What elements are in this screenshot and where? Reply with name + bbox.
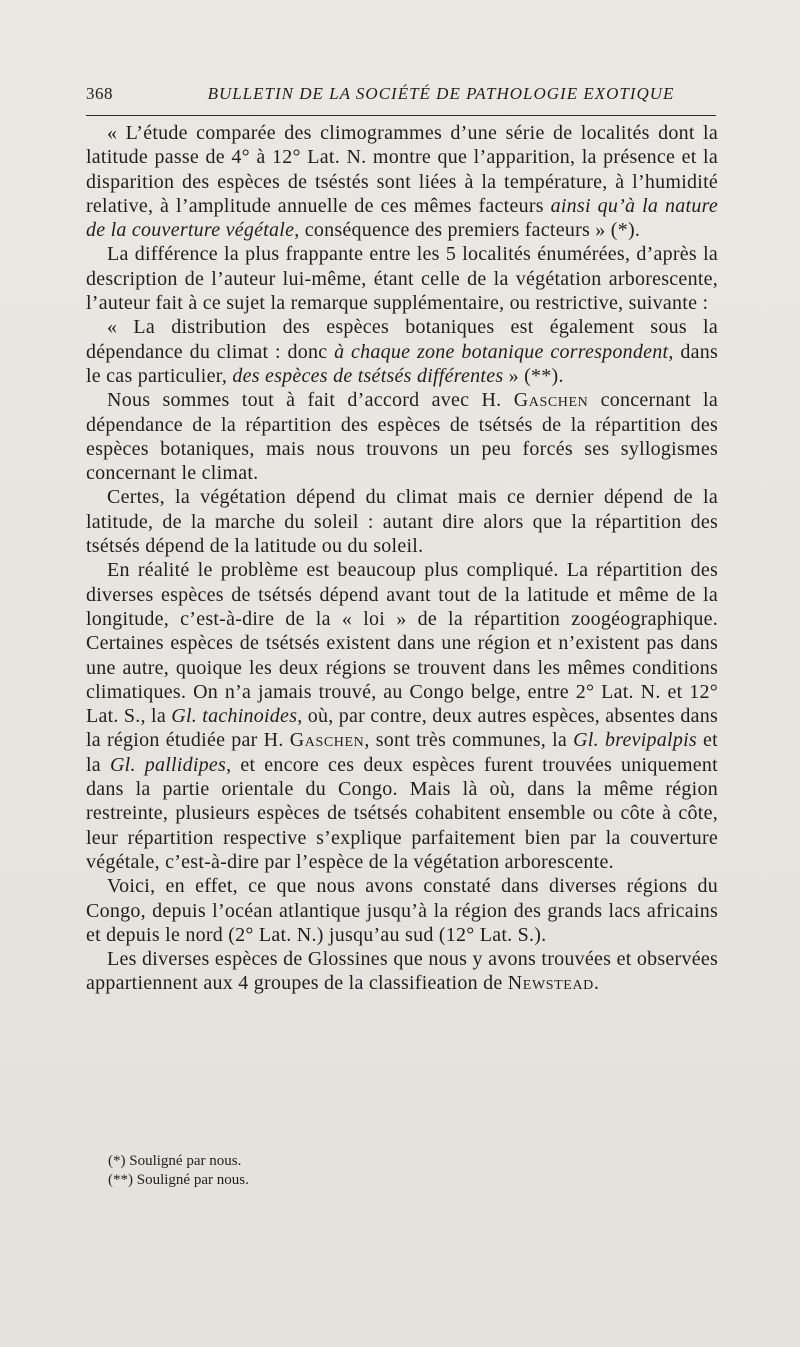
page-number: 368 [86, 84, 113, 103]
running-title: BULLETIN DE LA SOCIÉTÉ DE PATHOLOGIE EXOTIQUE [207, 84, 675, 103]
paragraph-8 [86, 947, 718, 996]
paragraph-3 [86, 315, 718, 388]
text-run: , où, par contre, deux autres espèces, absentes dans la région étudiée par H. [86, 705, 718, 752]
text-run: , dans le cas particulier, [86, 340, 718, 387]
species-name: Gl. brevipalpis [573, 729, 697, 752]
species-name: Gl. tachinoides [171, 705, 298, 728]
author-name: Newstead [507, 972, 594, 995]
text-run: concernant la dépendance de la répartition des espèces de tsétsés de la répartition des espèces botaniques, mais nous trouvons un peu forcés ses syllogismes concernant le climat. [86, 389, 718, 485]
author-name: Gaschen [513, 389, 589, 412]
text-run: « L’étude comparée des climogrammes d’une série de localités dont la latitude passe de 4° à 12° Lat. N. montre que l’apparition, la présence et la disparition des espèces de tséstés sont liées à la température, à l’humidité relative, à l’amplitude annuelle de ces mêmes facteurs [86, 122, 718, 217]
text-run: et la [86, 729, 718, 776]
text-run: En réalité le problème est beaucoup plus compliqué. La répartition des diverses espèces de tsétsés dépend avant tout de la latitude et même de la longitude, c’est-à-dire de la « loi » de la répartition zoogéographique. Certaines espèces de tsétsés existent dans une région et n’existent pas dans une autre, quoique les deux régions se trouvent dans les mêmes conditions climatiques. On n’a jamais trouvé, au Congo belge, entre 2° Lat. N. et 12° Lat. S., la [86, 559, 718, 728]
paragraph-1 [86, 121, 718, 242]
text-run: « La distribution des espèces botaniques est également sous la dépendance du climat : donc [86, 316, 718, 363]
footnote-1: (*) Souligné par nous. [108, 1153, 242, 1169]
footnote-2: (**) Souligné par nous. [108, 1172, 249, 1188]
paragraph-2: La différence la plus frappante entre les 5 localités énumérées, d’après la description de l’auteur lui-même, étant celle de la végétation arborescente, l’auteur fait à ce sujet la remarque supplémentaire, ou restrictive, suivante : [86, 243, 718, 315]
text-run: , sont très communes, la [364, 729, 574, 752]
paragraph-6 [86, 558, 718, 874]
header-rule [86, 115, 716, 116]
italic-run: ainsi qu’à la nature de la couverture végétale [86, 194, 718, 242]
italic-run: à chaque zone botanique correspondent [334, 340, 669, 363]
text-run: . [593, 972, 600, 995]
italic-run: des espèces de tsétsés différentes [232, 364, 504, 387]
paragraph-4 [86, 388, 718, 485]
text-run: » (**). [503, 364, 564, 387]
footnotes [108, 1152, 508, 1190]
species-name: Gl. pallidipes [109, 753, 227, 776]
text-run: , et encore ces deux espèces furent trouvées uniquement dans la partie orientale du Congo. Mais là où, dans la même région restreinte, plusieurs espèces de tsétsés cohabitent ensemble ou côte à côte, leur répartition respective s’explique parfaitement bien par la couverture végétale, c’est-à-dire par l’espèce de la végétation arborescente. [86, 753, 718, 873]
paragraph-5: Certes, la végétation dépend du climat mais ce dernier dépend de la latitude, de la marche du soleil : autant dire alors que la répartition des tsétsés dépend de la latitude ou du soleil. [86, 486, 718, 558]
text-run: , conséquence des premiers facteurs » (*). [294, 219, 641, 242]
text-run: Les diverses espèces de Glossines que nous y avons trouvées et observées appartiennent aux 4 groupes de la classifieation de [86, 948, 718, 995]
body-text [86, 121, 718, 996]
running-header [86, 84, 716, 110]
text-run: Nous sommes tout à fait d’accord avec H. [107, 389, 514, 412]
author-name: Gaschen [289, 729, 365, 752]
paragraph-7: Voici, en effet, ce que nous avons constaté dans diverses régions du Congo, depuis l’océan atlantique jusqu’à la région des grands lacs africains et depuis le nord (2° Lat. N.) jusqu’au sud (12° Lat. S.). [86, 875, 718, 946]
